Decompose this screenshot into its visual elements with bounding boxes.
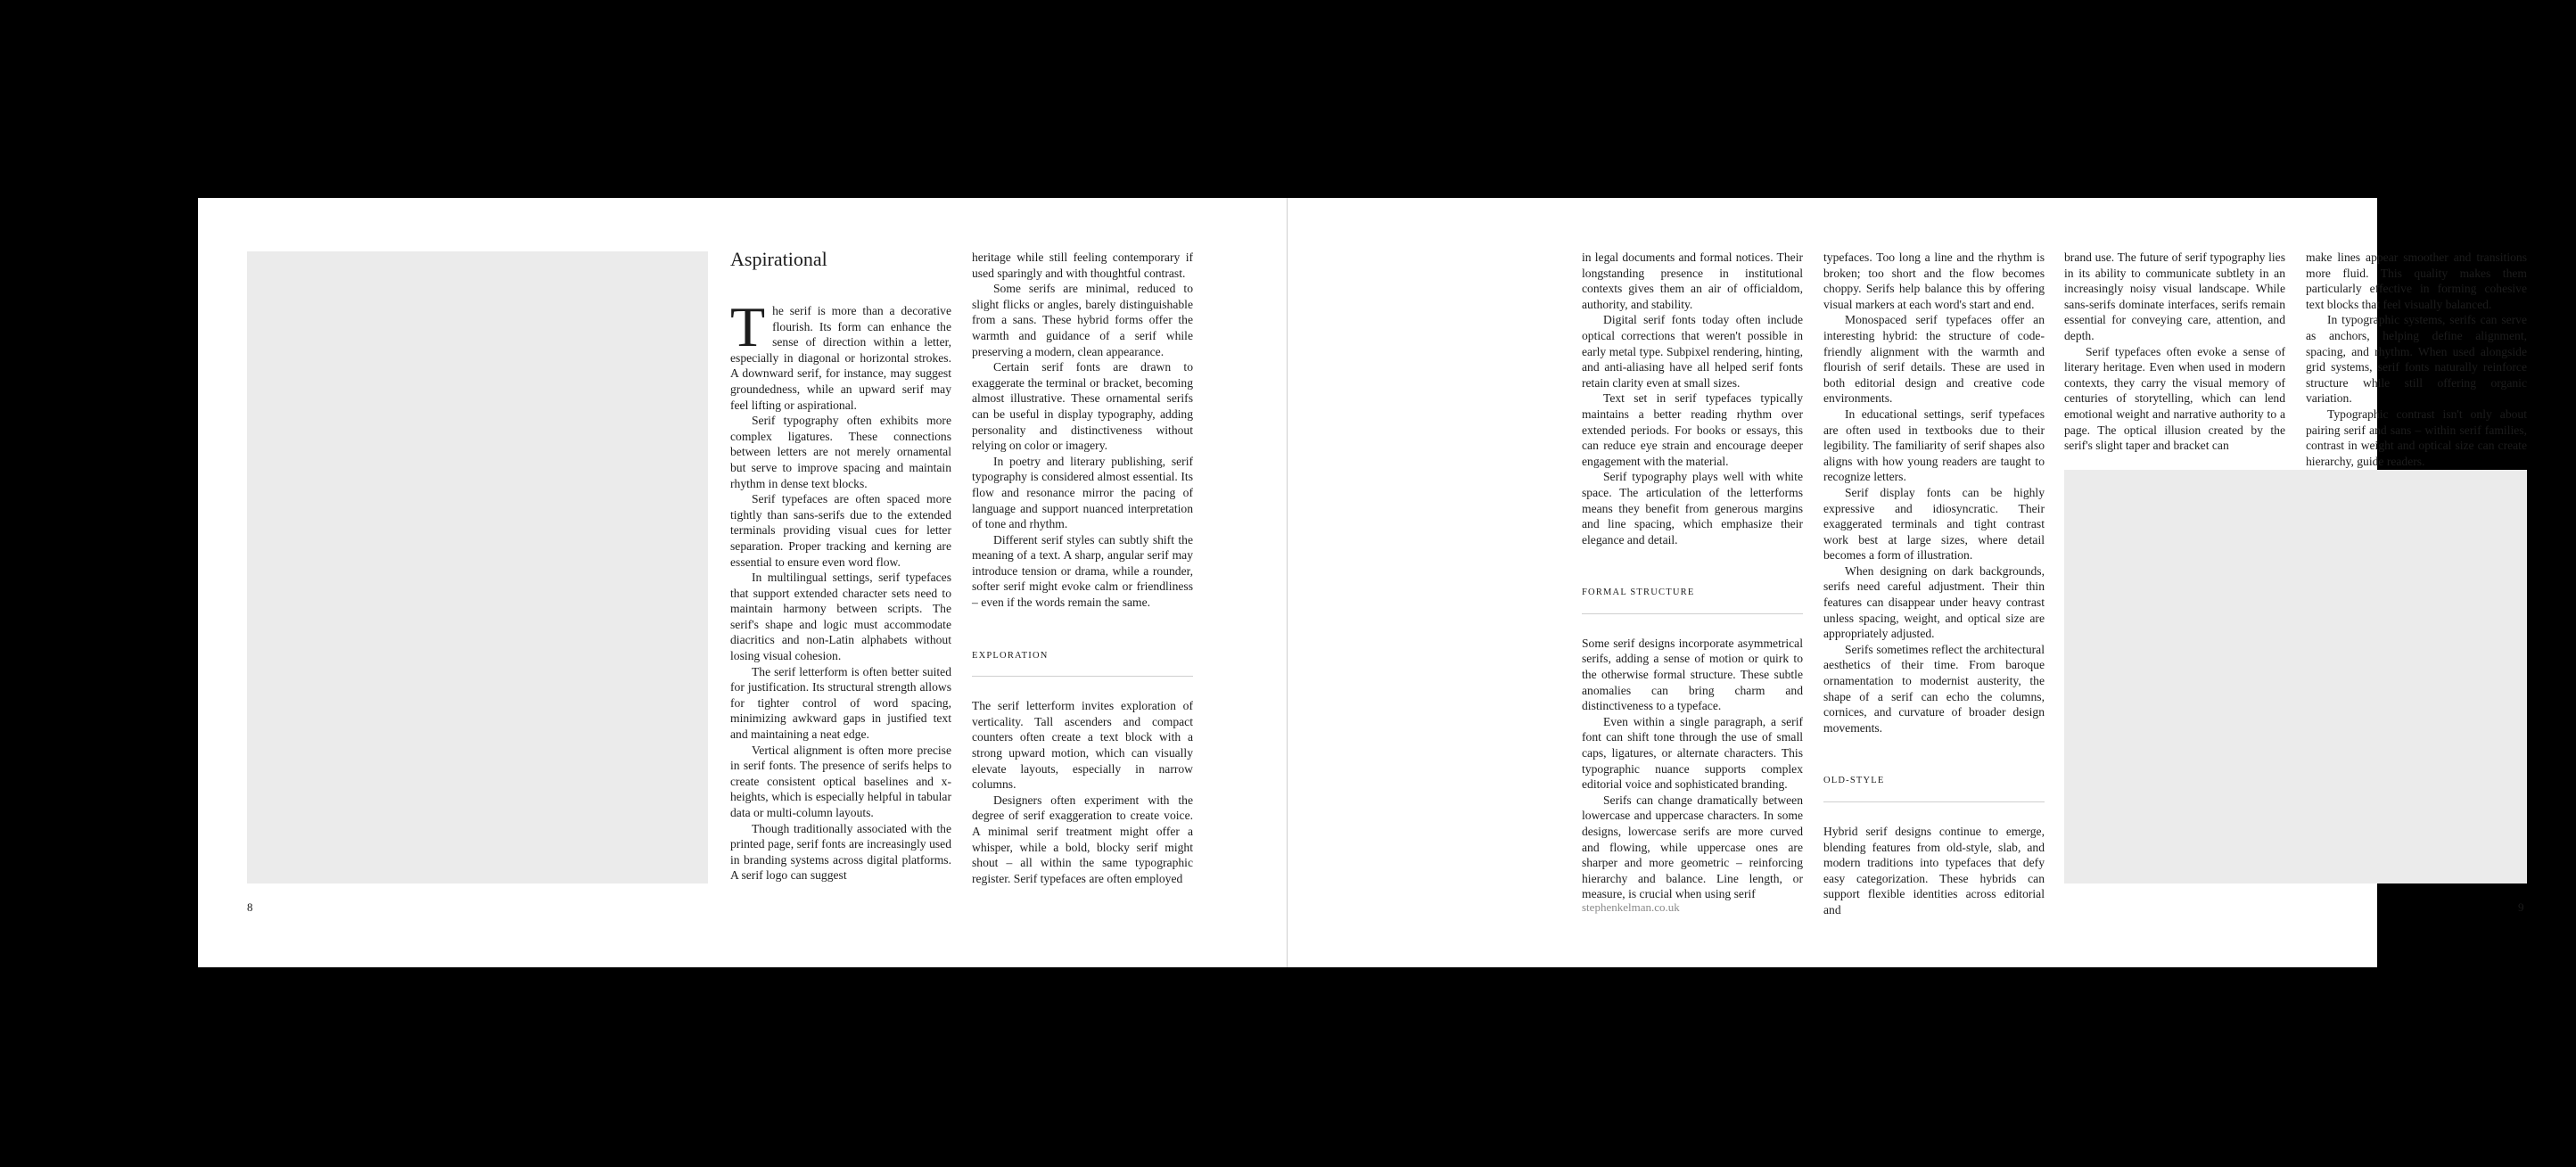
paragraph: Text set in serif typefaces typically maintains a better reading rhythm over extended periods. For books or essays, this can reduce eye strain and encourage deeper engagement with the material.	[1582, 391, 1803, 468]
paragraph: Serif typography often exhibits more complex ligatures. These connections between letters are not merely ornamental but serve to improve spacing and maintain rhythm in dense text blocks.	[730, 414, 951, 490]
opening-paragraph	[730, 295, 951, 413]
paragraph: Serif typefaces often evoke a sense of literary heritage. Even when used in modern contexts, they carry the visual memory of centuries of storytelling, which can lend emotional weight and narrative authority to a page. The optical illusion created by the serif's slight taper and bracket can	[2064, 344, 2285, 453]
paragraph: When designing on dark backgrounds, serifs need careful adjustment. Their thin features can disappear under heavy contrast unless spacing, weight, and optical size are appropriately adjusted.	[1823, 563, 2045, 641]
paragraph: Some serifs are minimal, reduced to slight flicks or angles, barely distinguishable from a sans. These hybrid forms offer the warmth and guidance of a serif while preserving a modern, clean appearance.	[972, 282, 1193, 358]
paragraph: brand use. The future of serif typography lies in its ability to communicate subtlety in an increasingly noisy visual landscape. While sans-serifs dominate interfaces, serifs remain essential for conveying care, attention, and depth.	[2064, 251, 2285, 342]
right-page	[1288, 198, 2527, 967]
paragraph: In multilingual settings, serif typefaces that support extended character sets need to maintain harmony between scripts. The serif's shape and logic must accommodate diacritics and non-Latin alphabets without losing visual cohesion.	[730, 571, 951, 663]
paragraph: Certain serif fonts are drawn to exaggerate the terminal or bracket, becoming almost illustrative. These ornamental serifs can be useful in display typography, adding personality and distinctiveness without relying on color or imagery.	[972, 360, 1193, 453]
section-heading-old-style: OLD-STYLE	[1823, 773, 2045, 802]
opening-text: he serif is more than a decorative flourish. Its form can enhance the sense of direction within a letter, especially in diagonal or horizontal strokes. A downward serif, for instance, may suggest groundedness, while an upward serif may feel lifting or aspirational.	[730, 304, 951, 412]
paragraph: typefaces. Too long a line and the rhythm is broken; too short and the flow becomes choppy. Serifs help balance this by offering visual markers at each word's start and end.	[1823, 251, 2045, 311]
paragraph: In typographic systems, serifs can serve as anchors, helping define alignment, spacing, and rhythm. When used alongside grid systems, serif fonts naturally reinforce structure while still offering organic variation.	[2306, 313, 2527, 406]
paragraph: Vertical alignment is often more precise in serif fonts. The presence of serifs helps to create consistent optical baselines and x-heights, which is especially helpful in tabular data or multi-column layouts.	[730, 743, 951, 819]
paragraph: Serifs can change dramatically between lowercase and uppercase characters. In some designs, lowercase serifs are more curved and flowing, while uppercase ones are sharper and more geometric – reinforcing hierarchy and balance. Line length, or measure, is crucial when using serif	[1582, 793, 1803, 901]
right-column-1	[1582, 250, 1803, 902]
left-page	[198, 198, 1288, 967]
site-url: stephenkelman.co.uk	[1582, 900, 1680, 914]
paragraph: Some serif designs incorporate asymmetrical serifs, adding a sense of motion or quirk to the otherwise formal structure. These subtle anomalies can bring charm and distinctiveness to a typeface.	[1582, 636, 1803, 713]
paragraph: Though traditionally associated with the printed page, serif fonts are increasingly used in branding systems across digital platforms. A serif logo can suggest	[730, 821, 951, 883]
drop-cap: T	[730, 295, 766, 358]
paragraph: Hybrid serif designs continue to emerge, blending features from old-style, slab, and modern traditions into typefaces that defy easy categorization. These hybrids can support flexible identities across editorial and	[1823, 825, 2045, 916]
paragraph: Serif typefaces are often spaced more tightly than sans-serifs due to the extended terminals providing visual cues for letter separation. Proper tracking and kerning are essential to ensure even word flow.	[730, 492, 951, 569]
right-column-4	[2306, 250, 2527, 469]
paragraph: Digital serif fonts today often include optical corrections that weren't possible in early metal type. Subpixel rendering, hinting, and anti-aliasing have all helped serif fonts retain clarity even at small sizes.	[1582, 313, 1803, 390]
paragraph: In poetry and literary publishing, serif typography is considered almost essential. Its flow and resonance mirror the pacing of language and support nuanced interpretation of tone and rhythm.	[972, 454, 1193, 531]
paragraph: in legal documents and formal notices. Their longstanding presence in institutional contexts gives them an air of officialdom, authority, and stability.	[1582, 251, 1803, 311]
page-number-left: 8	[247, 900, 253, 914]
paragraph: heritage while still feeling contemporary if used sparingly and with thoughtful contrast.	[972, 251, 1193, 280]
right-column-2	[1823, 250, 2045, 918]
paragraph: Serif display fonts can be highly expressive and idiosyncratic. Their exaggerated terminals and tight contrast work best at large sizes, where detail becomes a form of illustration.	[1823, 485, 2045, 563]
paragraph: Different serif styles can subtly shift the meaning of a text. A sharp, angular serif may introduce tension or drama, while a rounder, softer serif might evoke calm or friendliness – even if the words remain the same.	[972, 532, 1193, 610]
paragraph: Serif typography plays well with white space. The articulation of the letterforms means they benefit from generous margins and line spacing, which emphasize their elegance and detail.	[1582, 470, 1803, 547]
right-column-3	[2064, 250, 2285, 454]
section-heading-formal-structure: FORMAL STRUCTURE	[1582, 585, 1803, 614]
paragraph: The serif letterform is often better suited for justification. Its structural strength allows for tighter control of word spacing, minimizing awkward gaps in justified text and maintaining a neat edge.	[730, 664, 951, 742]
left-column-1	[730, 248, 951, 883]
paragraph: make lines appear smoother and transitions more fluid. This quality makes them particularly effective in forming cohesive text blocks that feel visually balanced.	[2306, 251, 2527, 311]
paragraph: Even within a single paragraph, a serif font can shift tone through the use of small caps, ligatures, or alternate characters. This typographic nuance supports complex editorial voice and sophisticated branding.	[1582, 714, 1803, 792]
section-heading-exploration: EXPLORATION	[972, 648, 1193, 678]
book-spread	[198, 198, 2527, 967]
image-placeholder-right	[2064, 470, 2527, 883]
page-number-right: 9	[2518, 900, 2524, 914]
paragraph: Serifs sometimes reflect the architectural aesthetics of their time. From baroque ornamentation to modernist austerity, the shape of a serif can echo the columns, cornices, and curvature of broader design movements.	[1823, 642, 2045, 735]
paragraph: Monospaced serif typefaces offer an interesting hybrid: the structure of code-friendly alignment with the warmth and flourish of serif details. These are used in both editorial design and creative code environments.	[1823, 313, 2045, 406]
left-column-2	[972, 250, 1193, 886]
paragraph: In educational settings, serif typefaces are often used in textbooks due to their legibility. The familiarity of serif shapes also aligns with how young readers are taught to recognize letters.	[1823, 407, 2045, 484]
paragraph: Typographic contrast isn't only about pairing serif and sans – within serif families, contrast in weight and optical size can create hierarchy, guide readers.	[2306, 407, 2527, 468]
paragraph: Designers often experiment with the degree of serif exaggeration to create voice. A minimal serif treatment might offer a whisper, while a bold, blocky serif might shout – all within the same typographic register. Serif typefaces are often employed	[972, 793, 1193, 885]
paragraph: The serif letterform invites exploration of verticality. Tall ascenders and compact counters often create a text block with a strong upward motion, which can visually elevate layouts, especially in narrow columns.	[972, 699, 1193, 792]
image-placeholder-left	[247, 251, 708, 883]
chapter-title: Aspirational	[730, 248, 827, 270]
